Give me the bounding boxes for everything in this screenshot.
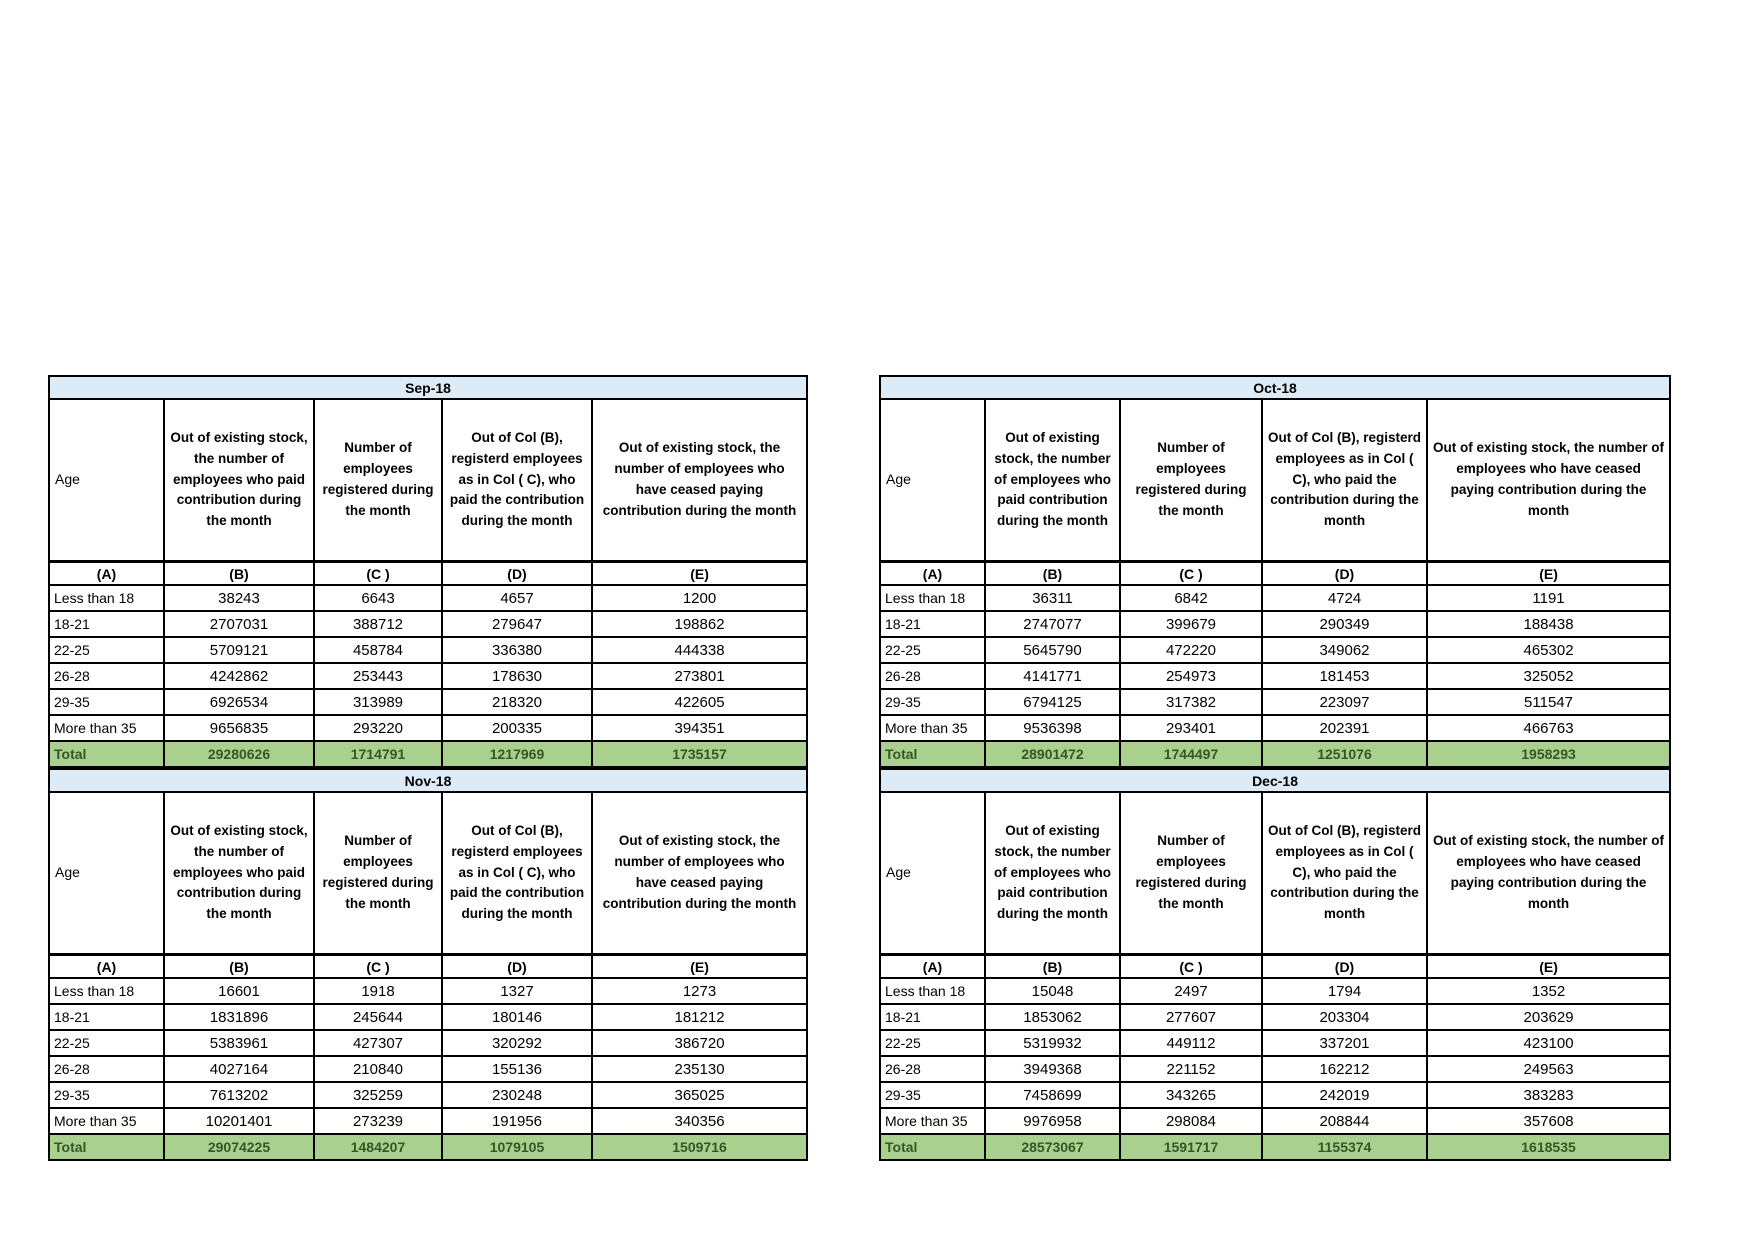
value-cell: 181453 xyxy=(1262,663,1427,689)
value-cell: 254973 xyxy=(1120,663,1262,689)
value-cell: 2747077 xyxy=(985,611,1120,637)
age-cell: More than 35 xyxy=(49,715,164,741)
value-cell: 422605 xyxy=(592,689,807,715)
col-letter-a: (A) xyxy=(880,955,985,979)
table-row xyxy=(49,715,807,741)
value-cell: 4141771 xyxy=(985,663,1120,689)
table-row xyxy=(880,611,1670,637)
table-title: Nov-18 xyxy=(49,769,807,792)
col-header-age: Age xyxy=(49,792,164,955)
value-cell: 1273 xyxy=(592,978,807,1004)
total-value: 1217969 xyxy=(442,741,592,767)
col-header-b: Out of existing stock, the number of employees who paid contribution during the month xyxy=(164,399,314,562)
col-header-d: Out of Col (B), registerd employees as in Col ( C), who paid the contribution during the month xyxy=(1262,792,1427,955)
col-header-c: Number of employees registered during the month xyxy=(314,399,442,562)
total-value: 1509716 xyxy=(592,1134,807,1160)
value-cell: 9976958 xyxy=(985,1108,1120,1134)
value-cell: 178630 xyxy=(442,663,592,689)
age-cell: 29-35 xyxy=(880,689,985,715)
col-header-age: Age xyxy=(880,399,985,562)
value-cell: 4724 xyxy=(1262,585,1427,611)
value-cell: 313989 xyxy=(314,689,442,715)
value-cell: 349062 xyxy=(1262,637,1427,663)
value-cell: 10201401 xyxy=(164,1108,314,1134)
table-row xyxy=(49,689,807,715)
age-cell: Less than 18 xyxy=(49,585,164,611)
col-header-e: Out of existing stock, the number of employees who have ceased paying contribution during the month xyxy=(592,399,807,562)
column-header-row xyxy=(49,399,807,562)
value-cell: 5645790 xyxy=(985,637,1120,663)
value-cell: 386720 xyxy=(592,1030,807,1056)
total-value: 1735157 xyxy=(592,741,807,767)
value-cell: 6842 xyxy=(1120,585,1262,611)
col-letter-e: (E) xyxy=(1427,562,1670,586)
col-header-d: Out of Col (B), registerd employees as in Col ( C), who paid the contribution during the month xyxy=(1262,399,1427,562)
month-table-dec xyxy=(879,768,1669,1161)
value-cell: 188438 xyxy=(1427,611,1670,637)
total-row xyxy=(49,741,807,767)
col-letter-a: (A) xyxy=(49,562,164,586)
total-value: 1714791 xyxy=(314,741,442,767)
value-cell: 4657 xyxy=(442,585,592,611)
col-header-b: Out of existing stock, the number of employees who paid contribution during the month xyxy=(985,399,1120,562)
table-row xyxy=(49,1108,807,1134)
total-row xyxy=(880,741,1670,767)
total-value: 1155374 xyxy=(1262,1134,1427,1160)
value-cell: 388712 xyxy=(314,611,442,637)
value-cell: 155136 xyxy=(442,1056,592,1082)
value-cell: 1794 xyxy=(1262,978,1427,1004)
value-cell: 162212 xyxy=(1262,1056,1427,1082)
table-title-row xyxy=(880,376,1670,399)
col-letter-a: (A) xyxy=(880,562,985,586)
value-cell: 399679 xyxy=(1120,611,1262,637)
total-row xyxy=(880,1134,1670,1160)
col-letter-c: (C ) xyxy=(1120,562,1262,586)
data-table xyxy=(48,375,808,768)
total-value: 1744497 xyxy=(1120,741,1262,767)
value-cell: 340356 xyxy=(592,1108,807,1134)
age-cell: 26-28 xyxy=(49,1056,164,1082)
value-cell: 273239 xyxy=(314,1108,442,1134)
col-header-c: Number of employees registered during the month xyxy=(1120,399,1262,562)
total-value: 1591717 xyxy=(1120,1134,1262,1160)
value-cell: 9656835 xyxy=(164,715,314,741)
total-value: 29280626 xyxy=(164,741,314,767)
value-cell: 16601 xyxy=(164,978,314,1004)
value-cell: 458784 xyxy=(314,637,442,663)
total-value: 28901472 xyxy=(985,741,1120,767)
col-letter-a: (A) xyxy=(49,955,164,979)
value-cell: 449112 xyxy=(1120,1030,1262,1056)
value-cell: 317382 xyxy=(1120,689,1262,715)
table-row xyxy=(49,1004,807,1030)
value-cell: 180146 xyxy=(442,1004,592,1030)
value-cell: 1327 xyxy=(442,978,592,1004)
table-row xyxy=(49,663,807,689)
value-cell: 1831896 xyxy=(164,1004,314,1030)
col-letter-d: (D) xyxy=(1262,562,1427,586)
table-row xyxy=(49,611,807,637)
column-header-row xyxy=(880,399,1670,562)
table-row xyxy=(880,1108,1670,1134)
value-cell: 472220 xyxy=(1120,637,1262,663)
col-letter-e: (E) xyxy=(592,562,807,586)
col-header-b: Out of existing stock, the number of employees who paid contribution during the month xyxy=(985,792,1120,955)
value-cell: 1191 xyxy=(1427,585,1670,611)
table-title: Sep-18 xyxy=(49,376,807,399)
age-cell: 29-35 xyxy=(880,1082,985,1108)
total-label: Total xyxy=(880,1134,985,1160)
value-cell: 1853062 xyxy=(985,1004,1120,1030)
col-header-c: Number of employees registered during the month xyxy=(314,792,442,955)
table-row xyxy=(880,689,1670,715)
value-cell: 5319932 xyxy=(985,1030,1120,1056)
age-cell: More than 35 xyxy=(49,1108,164,1134)
age-cell: 18-21 xyxy=(49,1004,164,1030)
table-row xyxy=(880,585,1670,611)
col-letter-e: (E) xyxy=(1427,955,1670,979)
age-cell: 26-28 xyxy=(49,663,164,689)
value-cell: 325052 xyxy=(1427,663,1670,689)
value-cell: 5709121 xyxy=(164,637,314,663)
value-cell: 36311 xyxy=(985,585,1120,611)
value-cell: 273801 xyxy=(592,663,807,689)
table-row xyxy=(49,585,807,611)
value-cell: 210840 xyxy=(314,1056,442,1082)
value-cell: 293401 xyxy=(1120,715,1262,741)
total-label: Total xyxy=(49,1134,164,1160)
table-row xyxy=(880,663,1670,689)
table-row xyxy=(880,1030,1670,1056)
age-cell: 22-25 xyxy=(880,637,985,663)
month-table-sep xyxy=(48,375,806,768)
total-label: Total xyxy=(49,741,164,767)
value-cell: 2707031 xyxy=(164,611,314,637)
table-row xyxy=(49,1030,807,1056)
value-cell: 1200 xyxy=(592,585,807,611)
value-cell: 279647 xyxy=(442,611,592,637)
value-cell: 277607 xyxy=(1120,1004,1262,1030)
col-letter-b: (B) xyxy=(985,955,1120,979)
column-header-row xyxy=(880,792,1670,955)
col-letter-b: (B) xyxy=(985,562,1120,586)
age-cell: 22-25 xyxy=(880,1030,985,1056)
value-cell: 38243 xyxy=(164,585,314,611)
value-cell: 394351 xyxy=(592,715,807,741)
age-cell: More than 35 xyxy=(880,715,985,741)
value-cell: 298084 xyxy=(1120,1108,1262,1134)
data-table xyxy=(879,768,1671,1161)
value-cell: 1918 xyxy=(314,978,442,1004)
age-cell: 22-25 xyxy=(49,1030,164,1056)
age-cell: 26-28 xyxy=(880,1056,985,1082)
value-cell: 465302 xyxy=(1427,637,1670,663)
age-cell: 18-21 xyxy=(49,611,164,637)
total-value: 1958293 xyxy=(1427,741,1670,767)
value-cell: 208844 xyxy=(1262,1108,1427,1134)
total-row xyxy=(49,1134,807,1160)
value-cell: 7613202 xyxy=(164,1082,314,1108)
column-letter-row xyxy=(880,562,1670,586)
value-cell: 245644 xyxy=(314,1004,442,1030)
table-title: Oct-18 xyxy=(880,376,1670,399)
value-cell: 325259 xyxy=(314,1082,442,1108)
value-cell: 6794125 xyxy=(985,689,1120,715)
col-letter-e: (E) xyxy=(592,955,807,979)
value-cell: 9536398 xyxy=(985,715,1120,741)
total-label: Total xyxy=(880,741,985,767)
col-header-age: Age xyxy=(49,399,164,562)
value-cell: 198862 xyxy=(592,611,807,637)
value-cell: 5383961 xyxy=(164,1030,314,1056)
value-cell: 235130 xyxy=(592,1056,807,1082)
col-letter-c: (C ) xyxy=(314,955,442,979)
col-header-b: Out of existing stock, the number of employees who paid contribution during the month xyxy=(164,792,314,955)
value-cell: 293220 xyxy=(314,715,442,741)
value-cell: 343265 xyxy=(1120,1082,1262,1108)
value-cell: 203629 xyxy=(1427,1004,1670,1030)
value-cell: 383283 xyxy=(1427,1082,1670,1108)
col-header-age: Age xyxy=(880,792,985,955)
col-header-c: Number of employees registered during the month xyxy=(1120,792,1262,955)
table-row xyxy=(880,637,1670,663)
col-header-e: Out of existing stock, the number of employees who have ceased paying contribution during the month xyxy=(1427,792,1670,955)
total-value: 1079105 xyxy=(442,1134,592,1160)
col-letter-c: (C ) xyxy=(1120,955,1262,979)
value-cell: 511547 xyxy=(1427,689,1670,715)
value-cell: 181212 xyxy=(592,1004,807,1030)
table-title-row xyxy=(880,769,1670,792)
value-cell: 7458699 xyxy=(985,1082,1120,1108)
table-row xyxy=(49,1082,807,1108)
value-cell: 6926534 xyxy=(164,689,314,715)
total-value: 1618535 xyxy=(1427,1134,1670,1160)
value-cell: 6643 xyxy=(314,585,442,611)
table-row xyxy=(49,637,807,663)
value-cell: 218320 xyxy=(442,689,592,715)
table-row xyxy=(49,1056,807,1082)
value-cell: 444338 xyxy=(592,637,807,663)
value-cell: 466763 xyxy=(1427,715,1670,741)
total-value: 28573067 xyxy=(985,1134,1120,1160)
total-value: 1251076 xyxy=(1262,741,1427,767)
age-cell: More than 35 xyxy=(880,1108,985,1134)
value-cell: 221152 xyxy=(1120,1056,1262,1082)
age-cell: Less than 18 xyxy=(880,978,985,1004)
table-row xyxy=(880,715,1670,741)
value-cell: 337201 xyxy=(1262,1030,1427,1056)
value-cell: 3949368 xyxy=(985,1056,1120,1082)
value-cell: 336380 xyxy=(442,637,592,663)
value-cell: 1352 xyxy=(1427,978,1670,1004)
table-row xyxy=(49,978,807,1004)
total-value: 1484207 xyxy=(314,1134,442,1160)
value-cell: 230248 xyxy=(442,1082,592,1108)
total-value: 29074225 xyxy=(164,1134,314,1160)
col-header-d: Out of Col (B), registerd employees as in Col ( C), who paid the contribution during the month xyxy=(442,792,592,955)
value-cell: 290349 xyxy=(1262,611,1427,637)
column-letter-row xyxy=(49,562,807,586)
age-cell: 29-35 xyxy=(49,689,164,715)
value-cell: 423100 xyxy=(1427,1030,1670,1056)
value-cell: 200335 xyxy=(442,715,592,741)
month-table-nov xyxy=(48,768,806,1161)
table-row xyxy=(880,1004,1670,1030)
table-row xyxy=(880,1056,1670,1082)
age-cell: Less than 18 xyxy=(49,978,164,1004)
value-cell: 4242862 xyxy=(164,663,314,689)
value-cell: 253443 xyxy=(314,663,442,689)
col-header-e: Out of existing stock, the number of employees who have ceased paying contribution during the month xyxy=(1427,399,1670,562)
table-title-row xyxy=(49,769,807,792)
value-cell: 365025 xyxy=(592,1082,807,1108)
month-table-oct xyxy=(879,375,1669,768)
col-header-d: Out of Col (B), registerd employees as in Col ( C), who paid the contribution during the month xyxy=(442,399,592,562)
value-cell: 242019 xyxy=(1262,1082,1427,1108)
age-cell: Less than 18 xyxy=(880,585,985,611)
value-cell: 427307 xyxy=(314,1030,442,1056)
col-letter-b: (B) xyxy=(164,955,314,979)
col-letter-d: (D) xyxy=(1262,955,1427,979)
column-letter-row xyxy=(49,955,807,979)
data-table xyxy=(879,375,1671,768)
column-letter-row xyxy=(880,955,1670,979)
age-cell: 26-28 xyxy=(880,663,985,689)
table-row xyxy=(880,1082,1670,1108)
age-cell: 18-21 xyxy=(880,611,985,637)
col-header-e: Out of existing stock, the number of employees who have ceased paying contribution during the month xyxy=(592,792,807,955)
age-cell: 22-25 xyxy=(49,637,164,663)
col-letter-d: (D) xyxy=(442,562,592,586)
age-cell: 29-35 xyxy=(49,1082,164,1108)
data-table xyxy=(48,768,808,1161)
value-cell: 191956 xyxy=(442,1108,592,1134)
value-cell: 15048 xyxy=(985,978,1120,1004)
age-cell: 18-21 xyxy=(880,1004,985,1030)
value-cell: 357608 xyxy=(1427,1108,1670,1134)
column-header-row xyxy=(49,792,807,955)
value-cell: 202391 xyxy=(1262,715,1427,741)
table-row xyxy=(880,978,1670,1004)
col-letter-c: (C ) xyxy=(314,562,442,586)
value-cell: 223097 xyxy=(1262,689,1427,715)
value-cell: 4027164 xyxy=(164,1056,314,1082)
col-letter-b: (B) xyxy=(164,562,314,586)
value-cell: 249563 xyxy=(1427,1056,1670,1082)
col-letter-d: (D) xyxy=(442,955,592,979)
value-cell: 2497 xyxy=(1120,978,1262,1004)
value-cell: 320292 xyxy=(442,1030,592,1056)
table-title-row xyxy=(49,376,807,399)
table-title: Dec-18 xyxy=(880,769,1670,792)
value-cell: 203304 xyxy=(1262,1004,1427,1030)
